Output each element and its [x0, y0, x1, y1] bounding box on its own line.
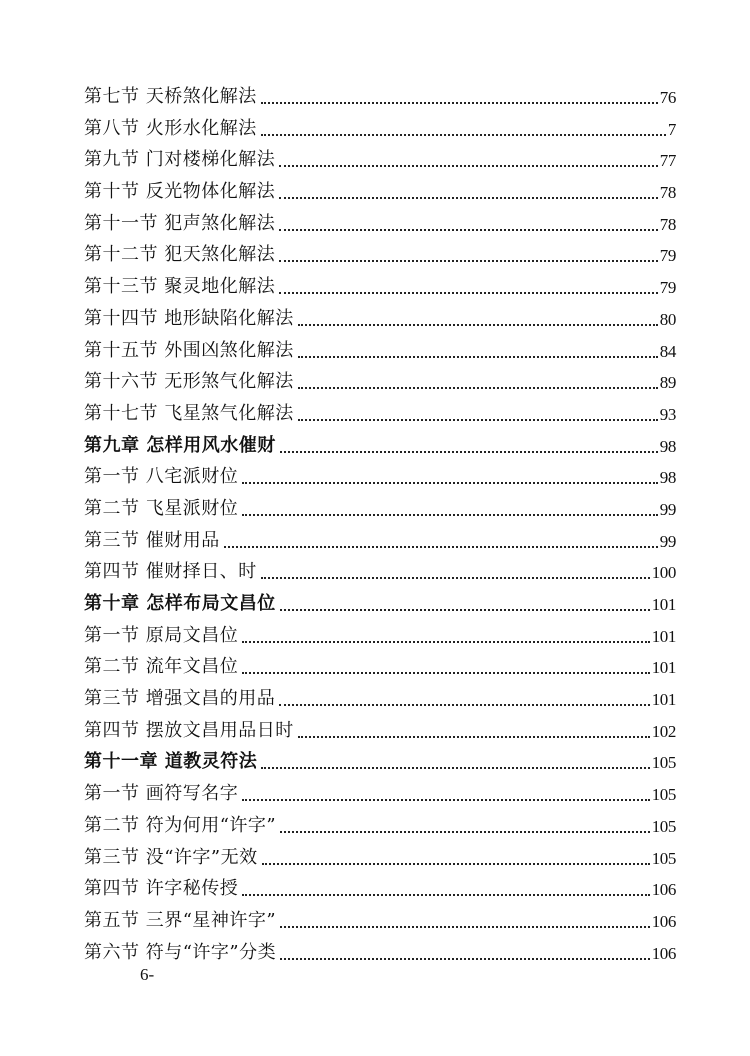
toc-entry-title: 第五节 三界“星神许字”	[84, 909, 277, 931]
toc-section-entry	[84, 493, 676, 525]
toc-entry-page: 100	[651, 563, 676, 583]
toc-dot-leader	[261, 102, 658, 104]
toc-entry-page: 102	[651, 721, 676, 741]
toc-entry-title: 第十节 反光物体化解法	[84, 181, 276, 203]
toc-section-entry	[84, 620, 676, 652]
toc-dot-leader	[280, 451, 658, 453]
toc-dot-leader	[280, 926, 650, 928]
toc-entry-page: 101	[651, 626, 676, 646]
toc-entry-page: 106	[651, 911, 676, 931]
toc-entry-page: 78	[659, 214, 676, 234]
toc-entry-title: 第二节 流年文昌位	[84, 656, 239, 678]
toc-section-entry	[84, 778, 676, 810]
toc-dot-leader	[279, 704, 650, 706]
toc-entry-title: 第十三节 聚灵地化解法	[84, 276, 276, 298]
toc-entry-title: 第四节 摆放文昌用品日时	[84, 719, 294, 741]
toc-section-entry	[84, 683, 676, 715]
toc-chapter-entry	[84, 746, 676, 778]
toc-section-entry	[84, 810, 676, 842]
toc-entry-page: 106	[651, 943, 676, 963]
toc-entry-page: 99	[659, 531, 676, 551]
toc-dot-leader	[280, 958, 650, 960]
toc-entry-title: 第六节 符与“许字”分类	[84, 941, 277, 963]
toc-dot-leader	[242, 482, 658, 484]
toc-section-entry	[84, 366, 676, 398]
toc-entry-title: 第九节 门对楼梯化解法	[84, 149, 276, 171]
toc-entry-title: 第十七节 飞星煞气化解法	[84, 402, 294, 424]
toc-entry-title: 第八节 火形水化解法	[84, 117, 257, 139]
toc-entry-page: 101	[651, 690, 676, 710]
toc-section-entry	[84, 842, 676, 874]
toc-entry-title: 第三节 增强文昌的用品	[84, 688, 276, 710]
toc-entry-title: 第十一节 犯声煞化解法	[84, 212, 276, 234]
toc-section-entry	[84, 651, 676, 683]
toc-entry-page: 80	[659, 309, 676, 329]
toc-section-entry	[84, 303, 676, 335]
toc-dot-leader	[242, 799, 650, 801]
toc-entry-page: 105	[651, 785, 676, 805]
toc-dot-leader	[242, 641, 650, 643]
toc-dot-leader	[224, 546, 658, 548]
toc-dot-leader	[298, 387, 658, 389]
toc-entry-page: 7	[667, 119, 676, 139]
toc-section-entry	[84, 81, 676, 113]
toc-dot-leader	[242, 894, 650, 896]
toc-entry-title: 第十六节 无形煞气化解法	[84, 371, 294, 393]
toc-entry-title: 第四节 催财择日、时	[84, 561, 257, 583]
toc-dot-leader	[298, 356, 658, 358]
toc-dot-leader	[298, 736, 650, 738]
toc-entry-page: 93	[659, 404, 676, 424]
toc-dot-leader	[279, 197, 658, 199]
toc-dot-leader	[262, 863, 650, 865]
toc-entry-page: 89	[659, 373, 676, 393]
toc-entry-page: 79	[659, 246, 676, 266]
toc-entry-title: 第十五节 外围凶煞化解法	[84, 339, 294, 361]
toc-dot-leader	[242, 514, 658, 516]
toc-section-entry	[84, 144, 676, 176]
toc-entry-page: 99	[659, 499, 676, 519]
toc-chapter-entry	[84, 430, 676, 462]
toc-dot-leader	[261, 577, 650, 579]
toc-entry-title: 第十章 怎样布局文昌位	[84, 593, 276, 614]
toc-section-entry	[84, 461, 676, 493]
toc-dot-leader	[298, 324, 658, 326]
toc-section-entry	[84, 715, 676, 747]
toc-dot-leader	[261, 767, 650, 769]
toc-entry-title: 第二节 飞星派财位	[84, 497, 239, 519]
toc-entry-page: 98	[659, 468, 676, 488]
toc-entry-page: 77	[659, 151, 676, 171]
toc-section-entry	[84, 176, 676, 208]
toc-section-entry	[84, 937, 676, 969]
toc-entry-title: 第九章 怎样用风水催财	[84, 434, 276, 456]
toc-entry-page: 106	[651, 880, 676, 900]
toc-dot-leader	[279, 165, 658, 167]
toc-dot-leader	[279, 292, 658, 294]
toc-entry-page: 101	[651, 658, 676, 678]
toc-entry-title: 第三节 没“许字”无效	[84, 846, 258, 868]
toc-entry-title: 第四节 许字秘传授	[84, 878, 239, 900]
toc-section-entry	[84, 239, 676, 271]
toc-entry-title: 第七节 天桥煞化解法	[84, 86, 257, 107]
toc-section-entry	[84, 525, 676, 557]
toc-entry-title: 第二节 符为何用“许字”	[84, 814, 277, 836]
toc-dot-leader	[242, 672, 650, 674]
toc-entry-page: 84	[659, 341, 676, 361]
toc-section-entry	[84, 335, 676, 367]
table-of-contents	[84, 81, 676, 968]
toc-entry-title: 第一节 原局文昌位	[84, 624, 239, 646]
toc-dot-leader	[280, 831, 650, 833]
toc-dot-leader	[279, 229, 658, 231]
toc-entry-page: 101	[651, 595, 676, 614]
toc-entry-page: 105	[651, 753, 676, 773]
toc-entry-page: 79	[659, 278, 676, 298]
toc-section-entry	[84, 873, 676, 905]
toc-section-entry	[84, 271, 676, 303]
toc-entry-title: 第三节 催财用品	[84, 529, 220, 551]
toc-entry-page: 98	[659, 436, 676, 456]
toc-chapter-entry	[84, 588, 676, 620]
toc-section-entry	[84, 556, 676, 588]
toc-entry-page: 76	[659, 88, 676, 107]
toc-section-entry	[84, 398, 676, 430]
toc-dot-leader	[298, 419, 658, 421]
toc-entry-title: 第一节 八宅派财位	[84, 466, 239, 488]
toc-section-entry	[84, 208, 676, 240]
toc-entry-title: 第一节 画符写名字	[84, 783, 239, 805]
toc-entry-title: 第十二节 犯天煞化解法	[84, 244, 276, 266]
toc-dot-leader	[261, 134, 666, 136]
toc-entry-title: 第十一章 道教灵符法	[84, 751, 258, 773]
toc-section-entry	[84, 905, 676, 937]
toc-entry-title: 第十四节 地形缺陷化解法	[84, 307, 294, 329]
page-number: 6-	[140, 965, 155, 984]
toc-entry-page: 105	[651, 816, 676, 836]
toc-section-entry	[84, 113, 676, 145]
toc-dot-leader	[279, 260, 658, 262]
toc-dot-leader	[280, 609, 650, 611]
toc-entry-page: 105	[651, 848, 676, 868]
toc-entry-page: 78	[659, 183, 676, 203]
